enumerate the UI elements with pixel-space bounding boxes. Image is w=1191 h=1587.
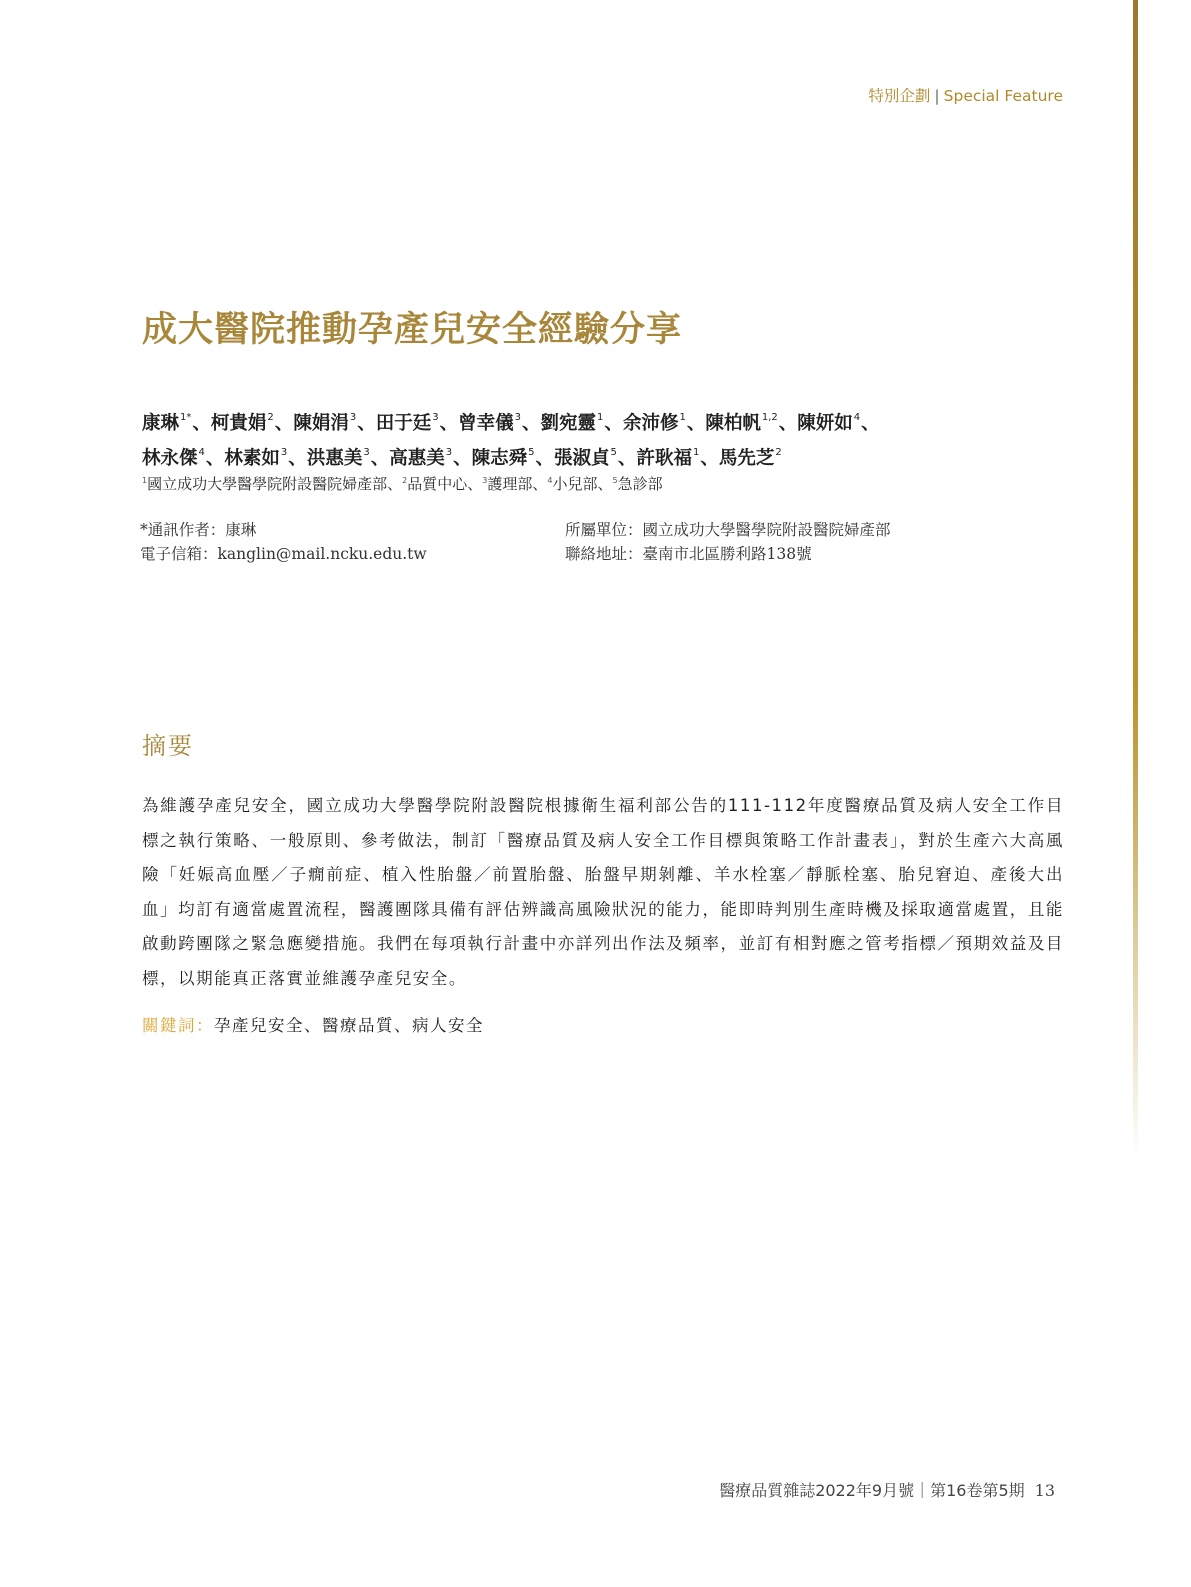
author-separator: 、 bbox=[453, 448, 472, 469]
author-name: 康琳 bbox=[142, 413, 180, 434]
author-separator: 、 bbox=[861, 413, 880, 434]
article-title: 成大醫院推動孕產兒安全經驗分享 bbox=[142, 310, 683, 350]
author-affiliation-mark: 3 bbox=[514, 412, 522, 423]
author-name: 曾幸儀 bbox=[458, 413, 514, 434]
author-affiliation-mark: 3 bbox=[432, 412, 439, 423]
section-label-cn: 特別企劃 bbox=[868, 87, 931, 105]
author-affiliation-mark: 1 bbox=[597, 412, 604, 423]
author-affiliation-mark: 2 bbox=[267, 412, 274, 423]
author-affiliation-mark: 2 bbox=[775, 447, 782, 458]
page-number: 13 bbox=[1034, 1481, 1055, 1500]
section-separator: | bbox=[934, 87, 940, 105]
author-separator: 、 bbox=[604, 413, 623, 434]
author-separator: 、 bbox=[617, 448, 637, 469]
affiliation-separator: 、 bbox=[387, 475, 403, 493]
affiliation-mark: 2 bbox=[402, 476, 408, 485]
author-affiliation-mark: 5 bbox=[610, 447, 617, 458]
affiliation-mark: 4 bbox=[547, 476, 553, 485]
author-affiliation-mark: 1,2 bbox=[761, 412, 778, 423]
section-label-en: Special Feature bbox=[943, 87, 1063, 105]
author-name: 馬先芝 bbox=[718, 448, 775, 469]
affiliation-mark: 1 bbox=[142, 476, 148, 485]
author-name: 高惠美 bbox=[389, 448, 445, 469]
section-tag bbox=[868, 84, 1063, 106]
keywords bbox=[142, 1012, 484, 1036]
author-separator: 、 bbox=[439, 413, 459, 434]
affiliation-mark: 3 bbox=[482, 476, 488, 485]
author-name: 洪惠美 bbox=[306, 448, 363, 469]
journal-info: 醫療品質雜誌2022年9月號｜第16卷第5期 bbox=[719, 1481, 1025, 1500]
author-name: 陳柏帆 bbox=[705, 413, 761, 434]
side-accent-rule bbox=[1133, 0, 1138, 1160]
author-line-2 bbox=[142, 438, 1072, 473]
affiliation-separator: 、 bbox=[597, 475, 613, 493]
author-address: 聯絡地址：臺南市北區勝利路138號 bbox=[565, 545, 812, 563]
author-line-1 bbox=[142, 403, 1072, 438]
affiliation-name: 護理部 bbox=[487, 475, 533, 493]
author-separator: 、 bbox=[274, 413, 294, 434]
author-separator: 、 bbox=[522, 413, 541, 434]
page-footer bbox=[719, 1478, 1055, 1501]
affiliations bbox=[142, 473, 663, 494]
author-name: 田于廷 bbox=[375, 413, 432, 434]
author-email: 電子信箱：kanglin@mail.ncku.edu.tw bbox=[140, 545, 427, 563]
abstract-heading: 摘要 bbox=[142, 732, 194, 760]
author-affiliation-mark: 3 bbox=[280, 447, 288, 458]
affiliation-separator: 、 bbox=[467, 475, 483, 493]
author-separator: 、 bbox=[357, 413, 376, 434]
author-name: 林素如 bbox=[224, 448, 280, 469]
author-separator: 、 bbox=[686, 413, 706, 434]
author-affiliation-mark: 1 bbox=[679, 412, 686, 423]
corresponding-author: *通訊作者：康琳 bbox=[140, 521, 257, 539]
author-separator: 、 bbox=[205, 448, 225, 469]
author-separator: 、 bbox=[700, 448, 719, 469]
author-affiliation-mark: 4 bbox=[853, 412, 861, 423]
author-separator: 、 bbox=[778, 413, 798, 434]
author-name: 劉宛靈 bbox=[540, 413, 597, 434]
contact-right bbox=[565, 518, 891, 566]
affiliation-mark: 5 bbox=[612, 476, 618, 485]
author-name: 余沛修 bbox=[622, 413, 679, 434]
author-separator: 、 bbox=[288, 448, 307, 469]
author-affiliation-mark: 4 bbox=[198, 447, 205, 458]
affiliation-name: 品質中心 bbox=[407, 475, 468, 493]
author-affiliation-mark: 1* bbox=[180, 412, 192, 423]
author-affiliation-mark: 5 bbox=[528, 447, 535, 458]
contact-left bbox=[140, 518, 427, 566]
author-affiliation-mark: 3 bbox=[445, 447, 453, 458]
author-list bbox=[142, 403, 1072, 473]
author-name: 陳志舜 bbox=[471, 448, 528, 469]
author-affiliation-mark: 3 bbox=[363, 447, 370, 458]
author-name: 林永傑 bbox=[142, 448, 198, 469]
affiliation-name: 急診部 bbox=[617, 475, 663, 493]
author-name: 陳娟涓 bbox=[293, 413, 349, 434]
author-affiliation-mark: 3 bbox=[349, 412, 357, 423]
keywords-label: 關鍵詞： bbox=[142, 1016, 214, 1035]
abstract-body: 為維護孕產兒安全，國立成功大學醫學院附設醫院根據衛生福利部公告的111-112年度醫療品質及病人安全工作目標之執行策略、一般原則、參考做法，制訂「醫療品質及病人安全工作目標與策略工作計畫表」，對於生產六大高風險「妊娠高血壓／子癇前症、植入性胎盤／前置胎盤、胎盤早期剝離、羊水栓塞／靜脈栓塞、胎兒窘迫、產後大出血」均訂有適當處置流程，醫護團隊具備有評估辨識高風險狀況的能力，能即時判別生產時機及採取適當處置，且能啟動跨團隊之緊急應變措施。我們在每項執行計畫中亦詳列出作法及頻率，並訂有相對應之管考指標／預期效益及目標，以期能真正落實並維護孕產兒安全。 bbox=[142, 796, 1064, 988]
author-unit: 所屬單位：國立成功大學醫學院附設醫院婦產部 bbox=[565, 521, 891, 539]
author-affiliation-mark: 1 bbox=[692, 447, 700, 458]
affiliation-separator: 、 bbox=[532, 475, 548, 493]
author-name: 陳妍如 bbox=[797, 413, 853, 434]
affiliation-name: 國立成功大學醫學院附設醫院婦產部 bbox=[147, 475, 388, 493]
keywords-list: 孕產兒安全、醫療品質、病人安全 bbox=[214, 1016, 484, 1035]
author-name: 柯貴娟 bbox=[210, 413, 267, 434]
author-separator: 、 bbox=[535, 448, 555, 469]
author-name: 張淑貞 bbox=[554, 448, 610, 469]
author-name: 許耿福 bbox=[636, 448, 692, 469]
author-separator: 、 bbox=[370, 448, 390, 469]
affiliation-name: 小兒部 bbox=[552, 475, 598, 493]
author-separator: 、 bbox=[192, 413, 211, 434]
